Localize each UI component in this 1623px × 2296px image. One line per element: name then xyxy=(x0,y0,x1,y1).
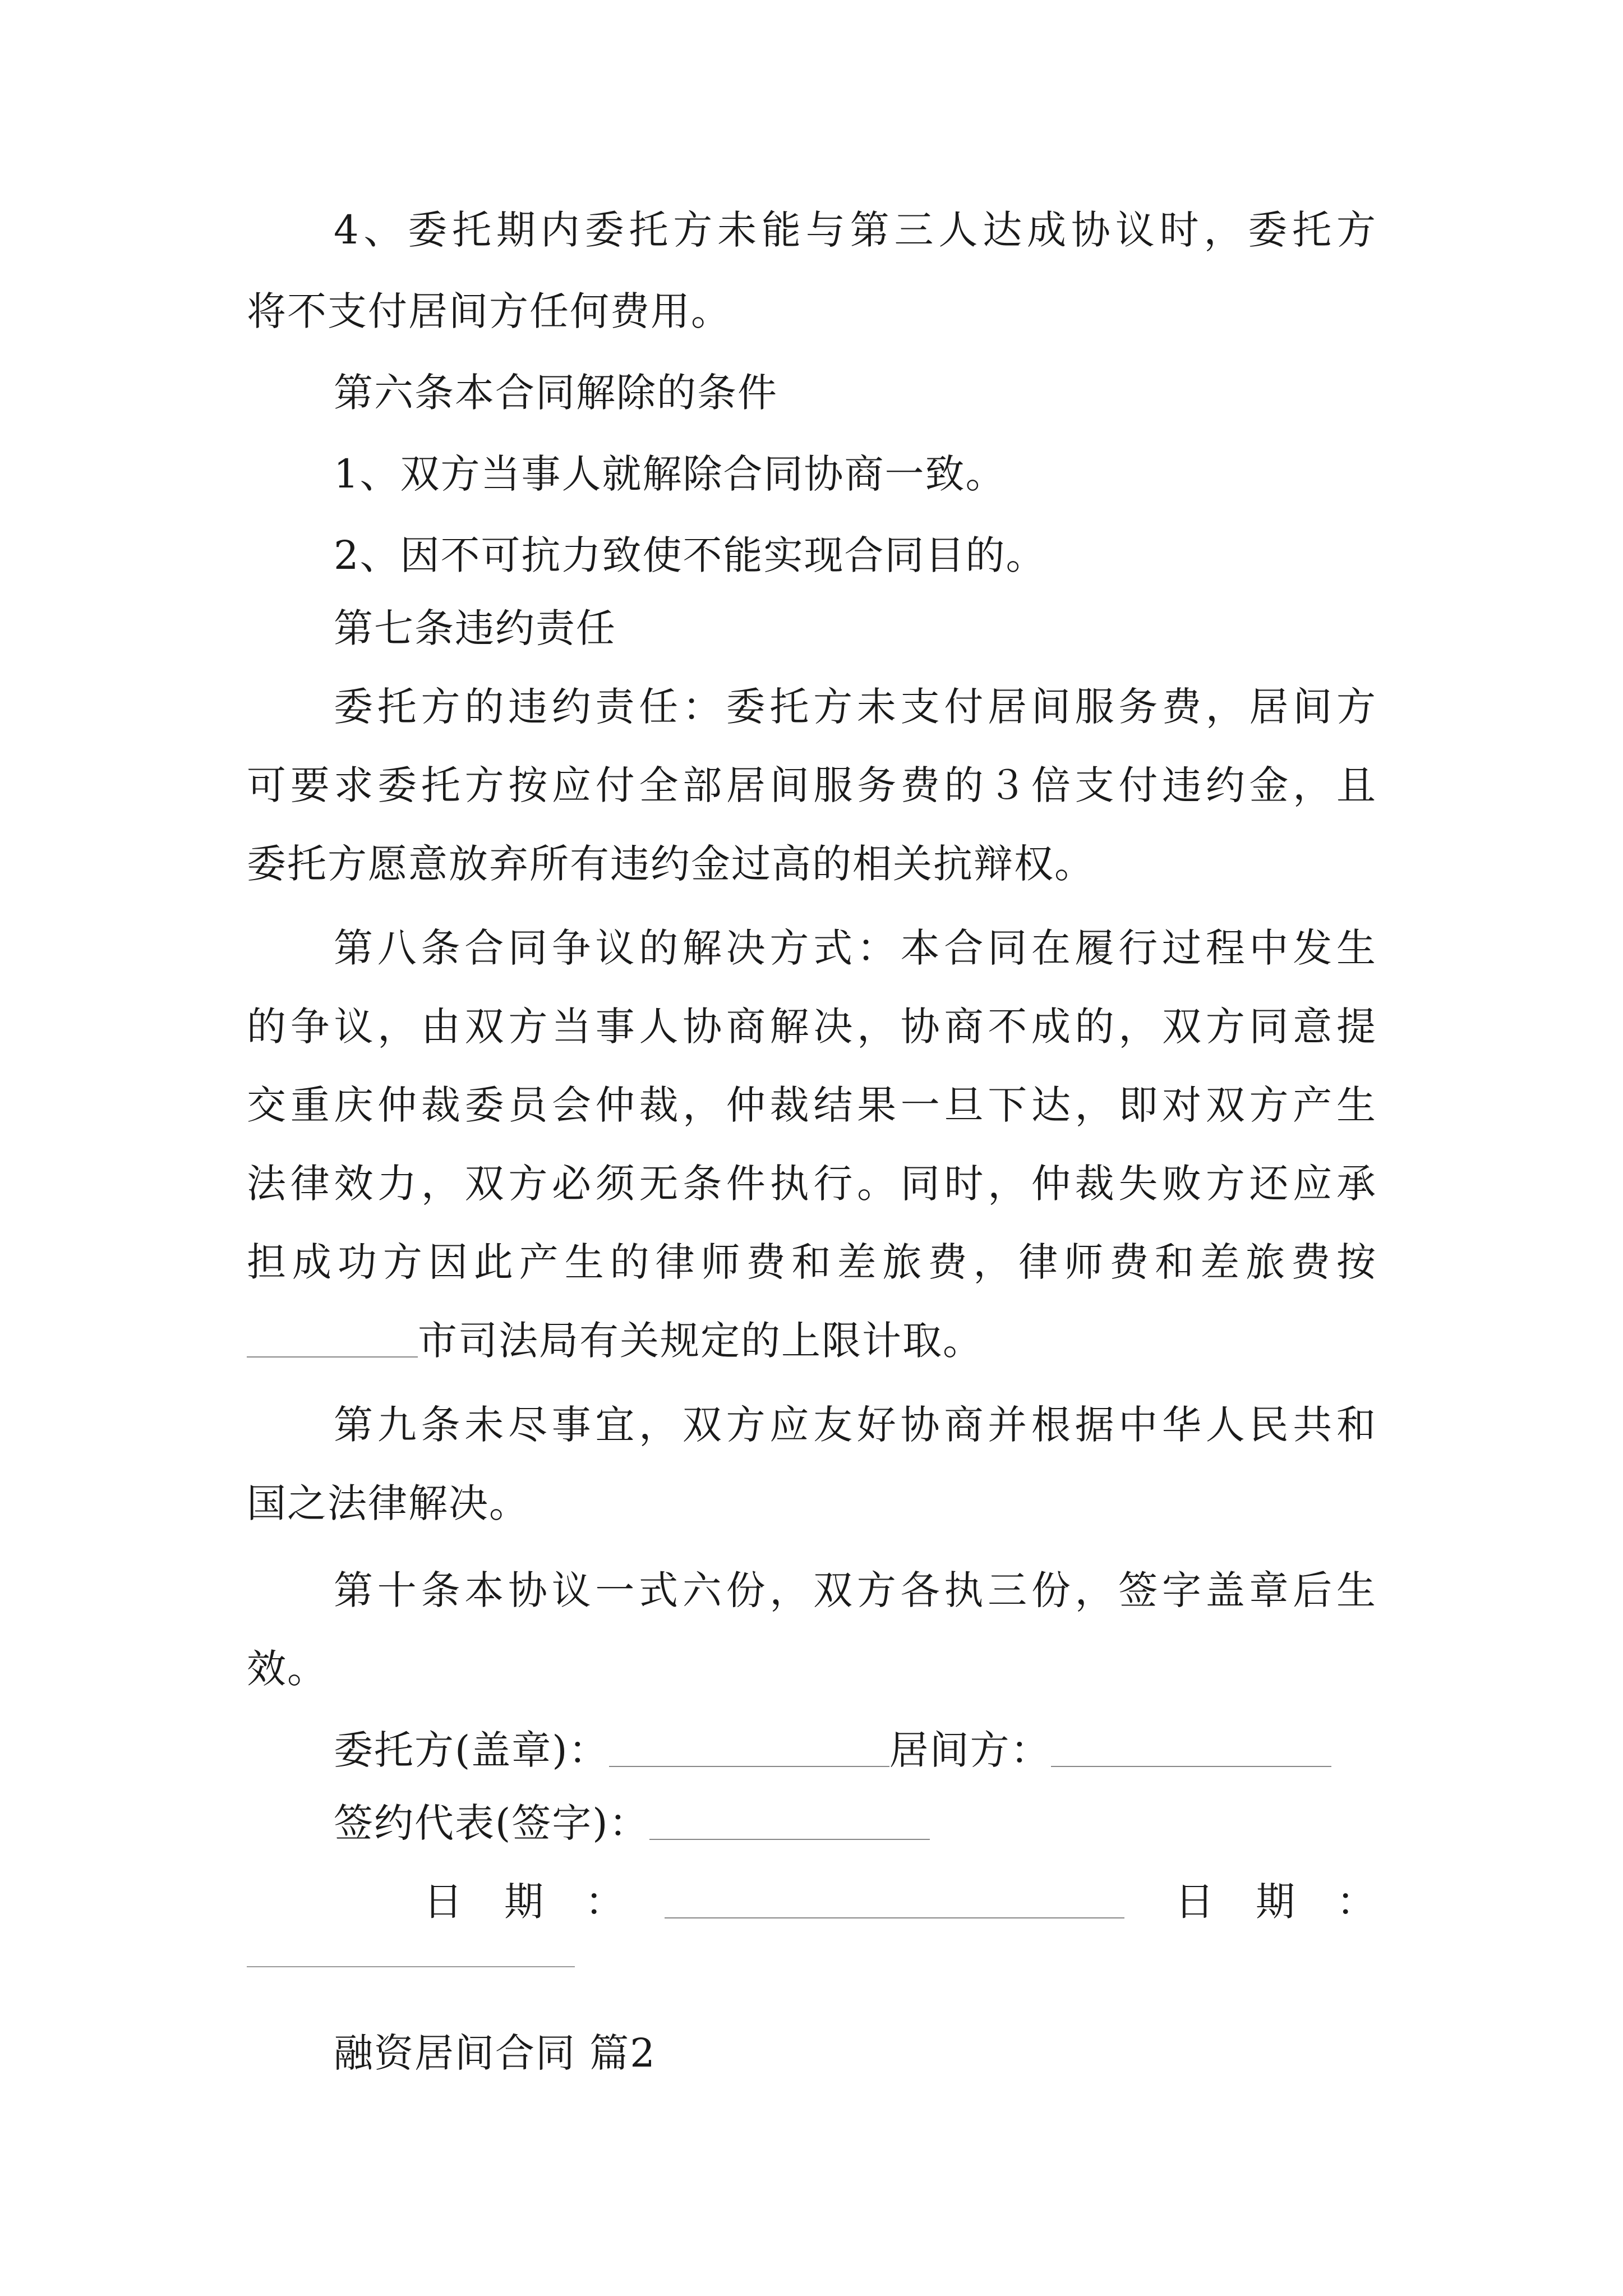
clause8-line2: 的争议，由双方当事人协商解决，协商不成的，双方同意提 xyxy=(247,1004,1377,1050)
clause8-line6 xyxy=(247,1313,983,1369)
clause7-line2: 可要求委托方按应付全部居间服务费的３倍支付违约金，且 xyxy=(247,762,1377,808)
intermediary-blank[interactable] xyxy=(1051,1727,1331,1767)
city-blank[interactable] xyxy=(247,1317,418,1358)
date-label-principal: 日 期 ： xyxy=(423,1879,625,1925)
clause8-line1: 第八条合同争议的解决方式：本合同在履行过程中发生 xyxy=(334,925,1377,971)
clause5-item4-line1: 4、委托期内委托方未能与第三人达成协议时，委托方 xyxy=(334,207,1377,253)
clause8-line6-text: 市司法局有关规定的上限计取。 xyxy=(418,1318,983,1364)
clause10-line2: 效。 xyxy=(247,1646,328,1692)
representative-blank[interactable] xyxy=(649,1800,930,1840)
next-section-title: 融资居间合同 篇2 xyxy=(334,2030,656,2076)
clause8-line4: 法律效力，双方必须无条件执行。同时，仲裁失败方还应承 xyxy=(247,1161,1377,1207)
clause6-heading: 第六条本合同解除的条件 xyxy=(334,370,778,416)
date-blank-intermediary[interactable] xyxy=(247,1966,575,1967)
clause9-line2: 国之法律解决。 xyxy=(247,1480,529,1526)
clause6-item1: 1、双方当事人就解除合同协商一致。 xyxy=(334,451,1006,497)
date-row xyxy=(423,1874,1377,1930)
date-blank-principal[interactable] xyxy=(665,1878,1124,1918)
clause7-line3: 委托方愿意放弃所有违约金过高的相关抗辩权。 xyxy=(247,841,1095,887)
principal-seal-blank[interactable] xyxy=(609,1727,889,1767)
principal-seal-label: 委托方(盖章)： xyxy=(334,1727,609,1773)
intermediary-label: 居间方： xyxy=(889,1727,1051,1773)
clause7-line1: 委托方的违约责任：委托方未支付居间服务费，居间方 xyxy=(334,684,1377,730)
clause8-line3: 交重庆仲裁委员会仲裁，仲裁结果一旦下达，即对双方产生 xyxy=(247,1082,1377,1128)
signature-row-2 xyxy=(334,1795,930,1851)
clause9-line1: 第九条未尽事宜，双方应友好协商并根据中华人民共和 xyxy=(334,1402,1377,1448)
signature-row-1 xyxy=(334,1722,1331,1778)
date-label-intermediary: 日 期 ： xyxy=(1175,1879,1377,1925)
clause8-line5: 担成功方因此产生的律师费和差旅费，律师费和差旅费按 xyxy=(247,1239,1377,1285)
clause5-item4-line2: 将不支付居间方任何费用。 xyxy=(247,288,731,334)
clause6-item2: 2、因不可抗力致使不能实现合同目的。 xyxy=(334,532,1046,578)
representative-label: 签约代表(签字)： xyxy=(334,1800,649,1846)
clause10-line1: 第十条本协议一式六份，双方各执三份，签字盖章后生 xyxy=(334,1567,1377,1613)
clause7-heading: 第七条违约责任 xyxy=(334,605,616,651)
